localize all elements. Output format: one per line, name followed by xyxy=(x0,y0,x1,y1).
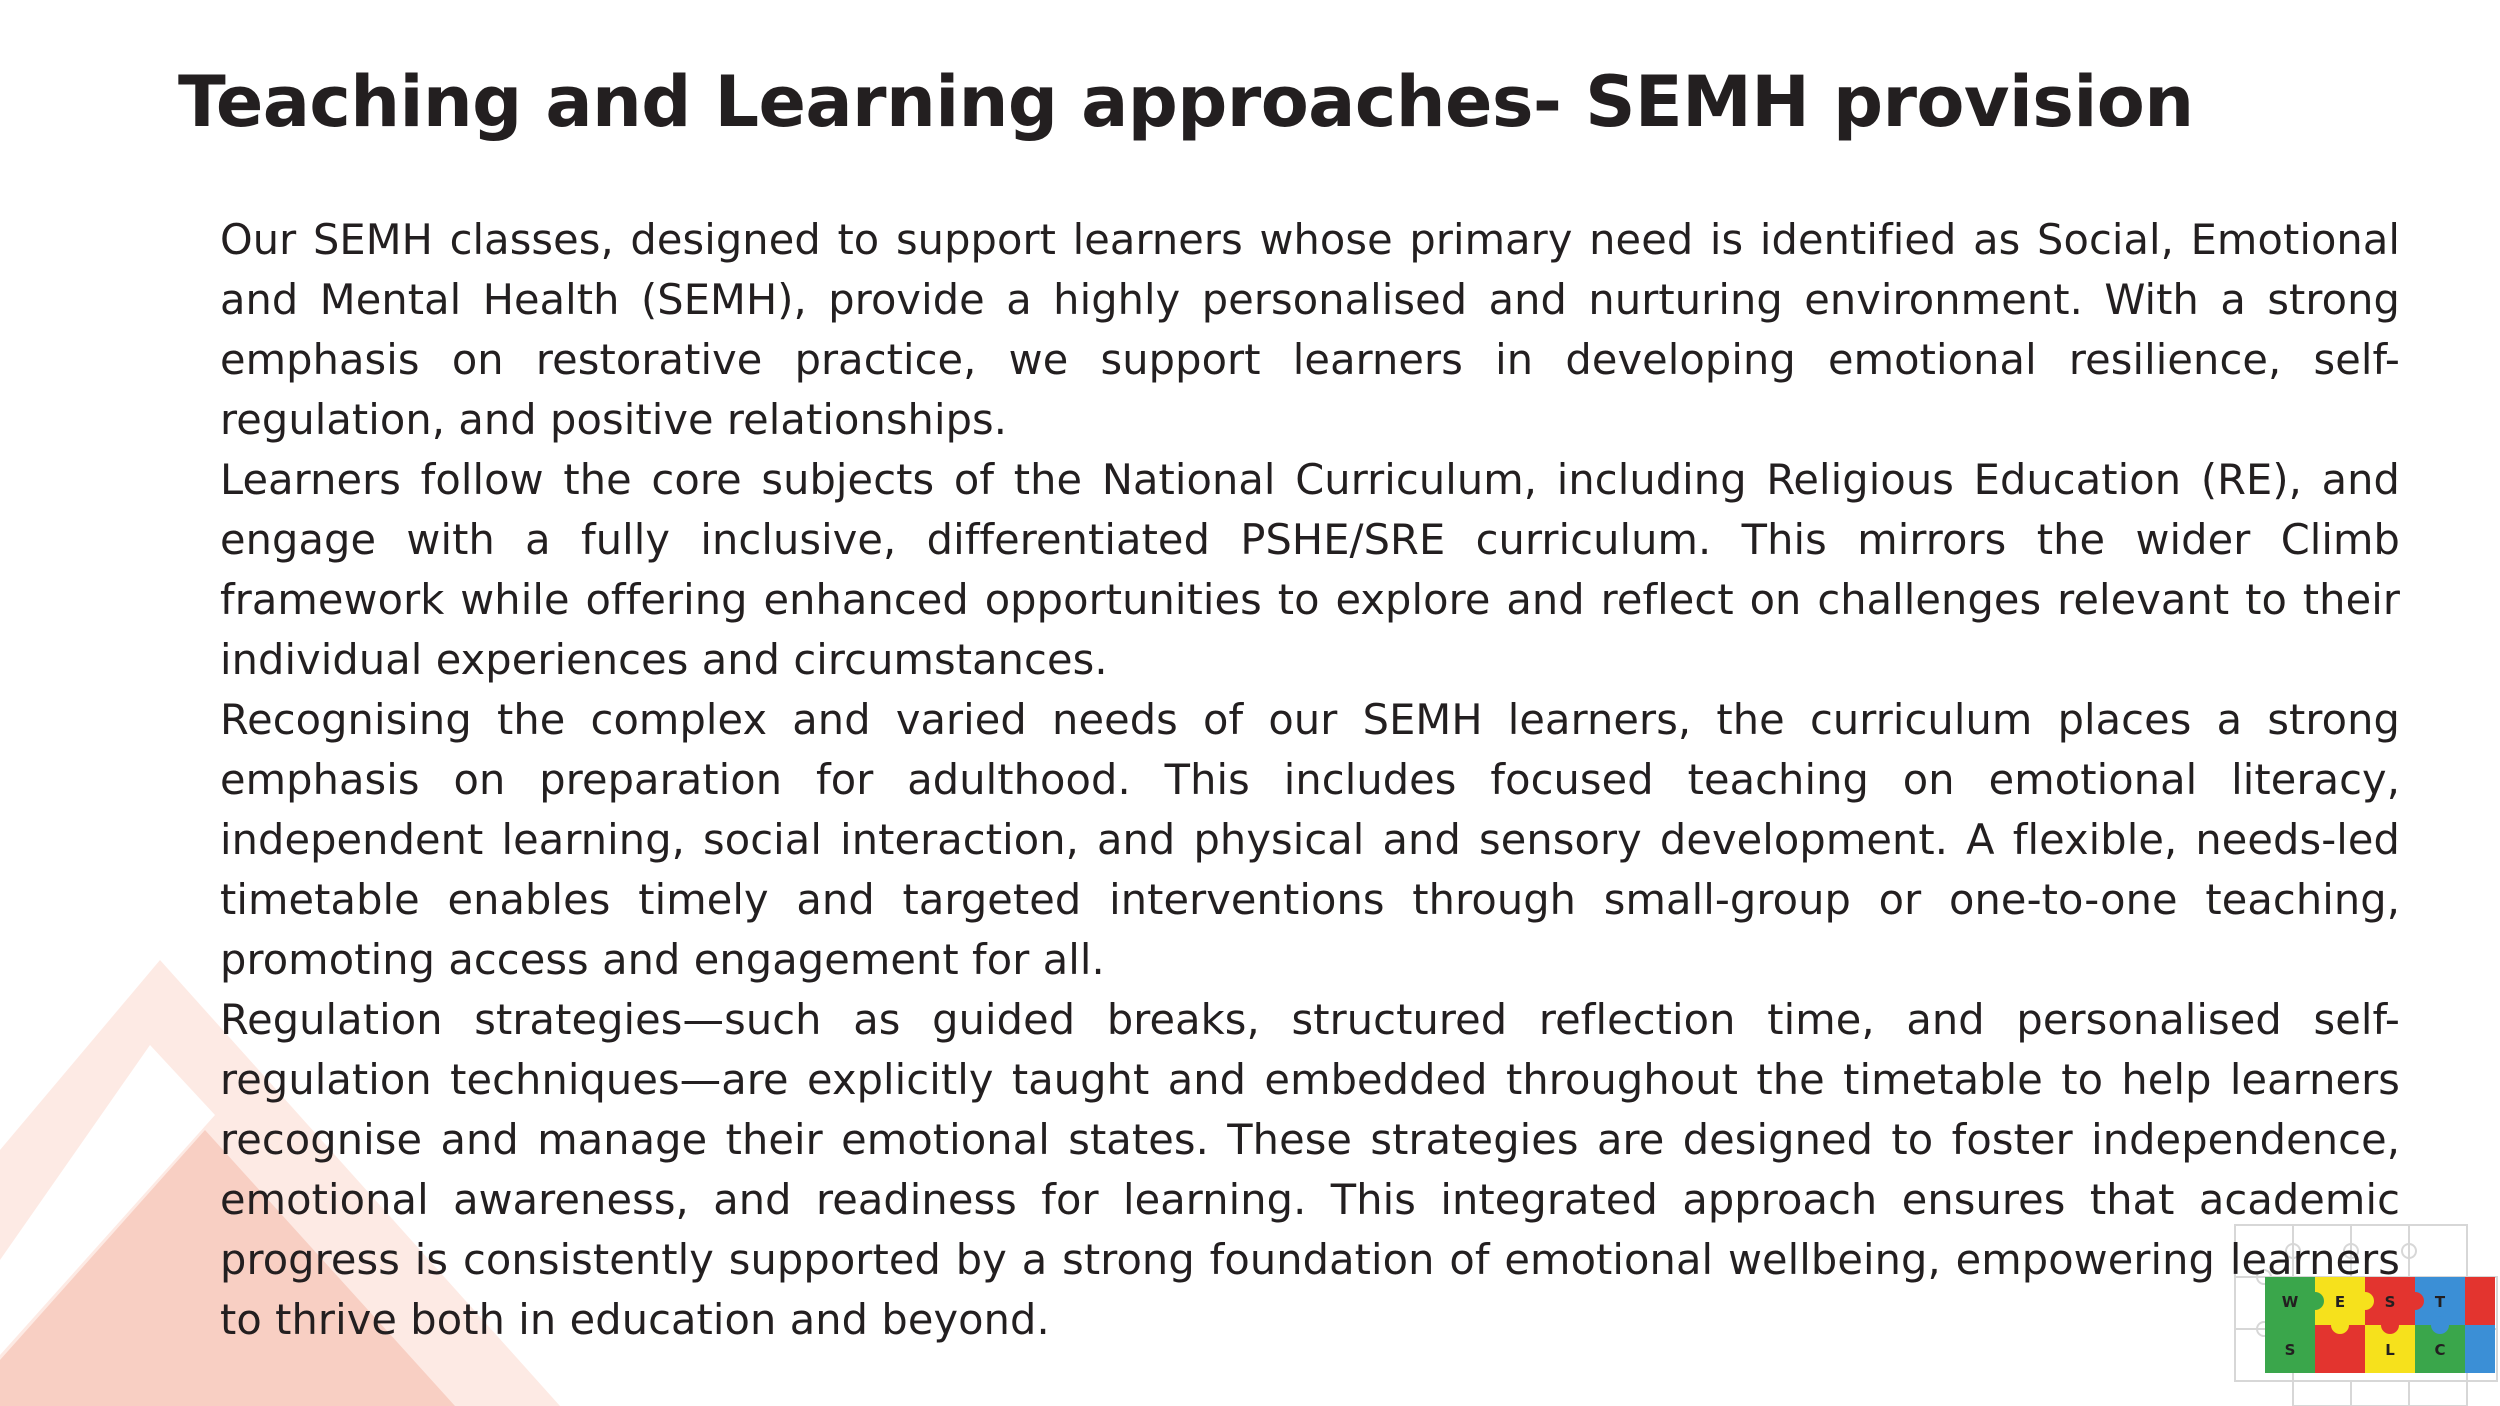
logo-letter-e: E xyxy=(2334,1293,2346,1311)
logo-letter-c: C xyxy=(2434,1341,2446,1359)
slide-title: Teaching and Learning approaches- SEMH provision xyxy=(178,61,2194,143)
logo-letter-s1: S xyxy=(2384,1293,2396,1311)
paragraph-semh-classes: Our SEMH classes, designed to support learners whose primary need is identified as Social, Emotional and Mental Health (SEMH), provide a highly personalised and nurturing environment. With a strong emphasis on restorative practice, we support learners in developing emotional resilience, self-regulation, and positive relationships. xyxy=(220,215,2400,444)
body-text xyxy=(220,210,2400,1350)
paragraph-national-curriculum: Learners follow the core subjects of the National Curriculum, including Religious Education (RE), and engage with a fully inclusive, differentiated PSHE/SRE curriculum. This mirrors the wider Climb framework while offering enhanced opportunities to explore and reflect on challenges relevant to their individual experiences and circumstances. xyxy=(220,455,2400,684)
logo-letter-t: T xyxy=(2434,1293,2446,1311)
paragraph-regulation-strategies: Regulation strategies—such as guided breaks, structured reflection time, and personalised self-regulation techniques—are explicitly taught and embedded throughout the timetable to help learners recognise and manage their emotional states. These strategies are designed to foster independence, emotional awareness, and readiness for learning. This integrated approach ensures that academic progress is consistently supported by a strong foundation of emotional wellbeing, empowering learners to thrive both in education and beyond. xyxy=(220,995,2400,1344)
logo-letter-w: W xyxy=(2281,1293,2299,1311)
paragraph-preparation-for-adulthood: Recognising the complex and varied needs of our SEMH learners, the curriculum places a strong emphasis on preparation for adulthood. This includes focused teaching on emotional literacy, independent learning, social interaction, and physical and sensory development. A flexible, needs-led timetable enables timely and targeted interventions through small-group or one-to-one teaching, promoting access and engagement for all. xyxy=(220,695,2400,984)
logo-letter-l: L xyxy=(2385,1341,2395,1359)
logo-letter-s2: S xyxy=(2284,1341,2296,1359)
